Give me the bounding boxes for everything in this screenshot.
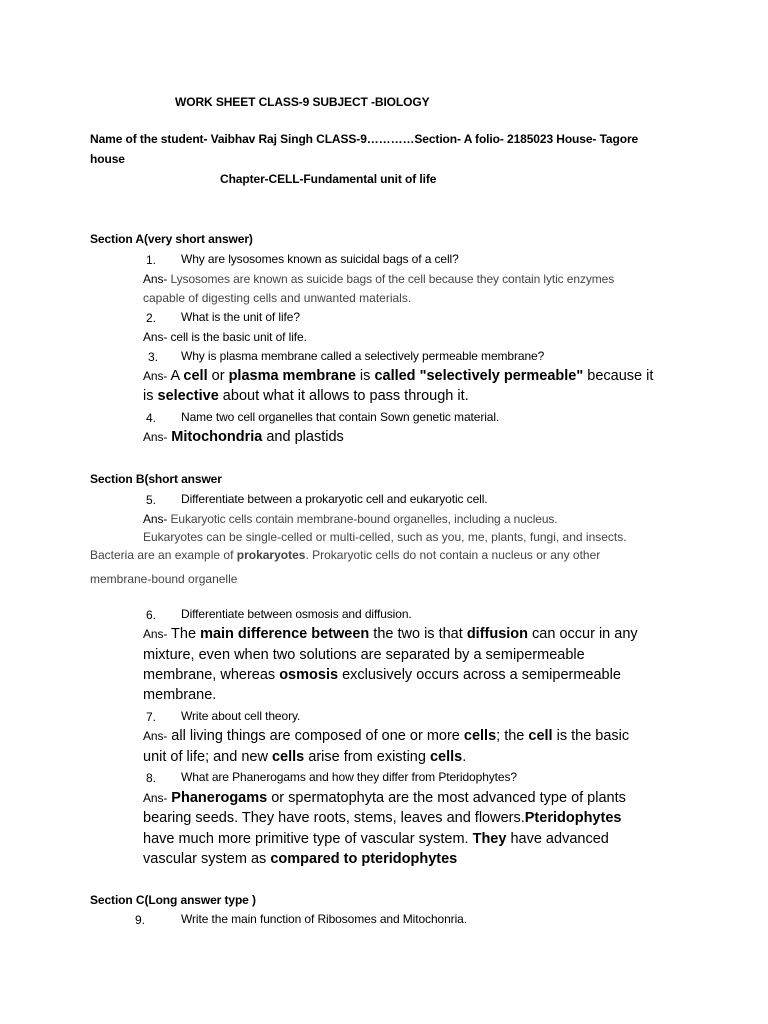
answer-bold: Pteridophytes: [524, 810, 622, 826]
answer-6-line-1: [143, 627, 638, 642]
answer-bold: cell: [528, 728, 553, 744]
answer-5-line-2: Eukaryotes can be single-celled or multi-celled, such as you, me, plants, fungi, and insects.: [143, 530, 627, 544]
answer-6-line-3: [143, 668, 621, 683]
question-number: 2.: [146, 311, 157, 325]
answer-5-line-1: [143, 513, 558, 525]
question-5-text: Differentiate between a prokaryotic cell and eukaryotic cell.: [181, 492, 488, 506]
answer-8-line-1: [143, 791, 626, 806]
answer-text: or: [207, 368, 229, 384]
answer-text: about what it allows to pass through it.: [218, 388, 469, 404]
answer-text: because it: [583, 368, 654, 384]
answer-text: .: [462, 749, 467, 765]
answer-2-text: cell is the basic unit of life.: [167, 330, 307, 344]
question-number: 8.: [146, 771, 157, 785]
answer-text: unit of life; and new: [143, 749, 272, 765]
answer-bold: prokaryotes: [236, 548, 306, 562]
section-a-heading: Section A(very short answer): [90, 232, 253, 246]
answer-prefix: Ans-: [143, 430, 168, 444]
answer-bold: Phanerogams: [167, 790, 268, 806]
question-8-text: What are Phanerogams and how they differ from Pteridophytes?: [181, 770, 517, 784]
answer-8-line-4: [143, 852, 457, 867]
answer-7-line-2: [143, 750, 466, 765]
answer-1-line-2: capable of digesting cells and unwanted materials.: [143, 291, 412, 305]
question-number: 3.: [148, 350, 159, 364]
section-b-heading: Section B(short answer: [90, 472, 222, 486]
answer-prefix: Ans-: [143, 627, 168, 641]
answer-text: have much more primitive type of vascular system.: [143, 831, 473, 847]
answer-bold: diffusion: [466, 626, 529, 642]
answer-text: is: [143, 388, 158, 404]
answer-bold: cells: [271, 749, 305, 765]
answer-8-line-3: [143, 832, 609, 847]
answer-3-line-2: [143, 389, 469, 404]
question-6-text: Differentiate between osmosis and diffusion.: [181, 607, 412, 621]
answer-prefix: Ans-: [143, 512, 168, 526]
answer-bold: cells: [463, 728, 497, 744]
answer-text: or spermatophyta are the most advanced type of plants: [267, 790, 626, 806]
answer-4: [143, 430, 344, 445]
student-info-line-2: house: [90, 152, 125, 166]
question-number: 5.: [146, 493, 157, 507]
question-7-text: Write about cell theory.: [181, 709, 301, 723]
answer-bold: Mitochondria: [167, 429, 263, 445]
answer-prefix: Ans-: [143, 369, 168, 383]
answer-bold: They: [472, 831, 507, 847]
answer-text: all living things are composed of one or more: [167, 728, 464, 744]
answer-bold: selective: [157, 388, 219, 404]
answer-text: . Prokaryotic cells do not contain a nucleus or any other: [305, 548, 601, 562]
section-c-heading: Section C(Long answer type ): [90, 893, 256, 907]
question-number: 1.: [146, 253, 157, 267]
answer-bold: cell: [183, 368, 208, 384]
answer-text: membrane, whereas: [143, 667, 280, 683]
answer-text: Bacteria are an example of: [90, 548, 237, 562]
answer-5-line-4: membrane-bound organelle: [90, 572, 238, 586]
question-number: 6.: [146, 608, 157, 622]
answer-bold: plasma membrane: [228, 368, 356, 384]
answer-bold: cells: [429, 749, 463, 765]
answer-5-line-3: [90, 549, 600, 561]
answer-8-line-2: [143, 811, 621, 826]
answer-prefix: Ans-: [143, 330, 168, 344]
answer-text: have advanced: [506, 831, 609, 847]
answer-6-line-4: membrane.: [143, 687, 217, 703]
answer-text: ; the: [496, 728, 529, 744]
question-4-text: Name two cell organelles that contain Sown genetic material.: [181, 410, 500, 424]
answer-text: exclusively occurs across a semipermeable: [338, 667, 621, 683]
answer-prefix: Ans-: [143, 272, 168, 286]
answer-text: is: [355, 368, 375, 384]
answer-6-line-2: mixture, even when two solutions are separated by a semipermeable: [143, 647, 585, 663]
question-1-text: Why are lysosomes known as suicidal bags of a cell?: [181, 252, 459, 266]
question-9-text: Write the main function of Ribosomes and Mitochonria.: [181, 912, 467, 926]
answer-2: [143, 331, 307, 343]
worksheet-title: WORK SHEET CLASS-9 SUBJECT -BIOLOGY: [175, 95, 430, 109]
answer-text: vascular system as: [143, 851, 271, 867]
answer-prefix: Ans-: [143, 791, 168, 805]
answer-1-line-1: [143, 273, 614, 285]
answer-text: can occur in any: [528, 626, 638, 642]
answer-text: and plastids: [262, 429, 344, 445]
answer-bold: osmosis: [279, 667, 339, 683]
answer-text: A: [167, 368, 184, 384]
question-number: 7.: [146, 710, 157, 724]
chapter-title: Chapter-CELL-Fundamental unit of life: [220, 172, 437, 186]
answer-3-line-1: [143, 369, 653, 384]
answer-bold: compared to pteridophytes: [270, 851, 458, 867]
answer-7-line-1: [143, 729, 629, 744]
answer-prefix: Ans-: [143, 729, 168, 743]
question-number: 4.: [146, 411, 157, 425]
answer-bold: main difference between: [200, 626, 370, 642]
answer-text: arise from existing: [304, 749, 430, 765]
answer-bold: called "selectively permeable": [374, 368, 584, 384]
answer-text: is the basic: [552, 728, 630, 744]
student-info-line: Name of the student- Vaibhav Raj Singh CLASS-9…………Section- A folio- 2185023 House- Tagore: [90, 132, 639, 146]
question-3-text: Why is plasma membrane called a selectively permeable membrane?: [181, 349, 545, 363]
answer-text: The: [167, 626, 201, 642]
answer-text: Eukaryotic cells contain membrane-bound organelles, including a nucleus.: [167, 512, 558, 526]
question-2-text: What is the unit of life?: [181, 310, 300, 324]
answer-text: the two is that: [369, 626, 467, 642]
answer-1-text: Lysosomes are known as suicide bags of the cell because they contain lytic enzymes: [167, 272, 615, 286]
answer-text: bearing seeds. They have roots, stems, leaves and flowers.: [143, 810, 525, 826]
question-number: 9.: [135, 913, 146, 927]
